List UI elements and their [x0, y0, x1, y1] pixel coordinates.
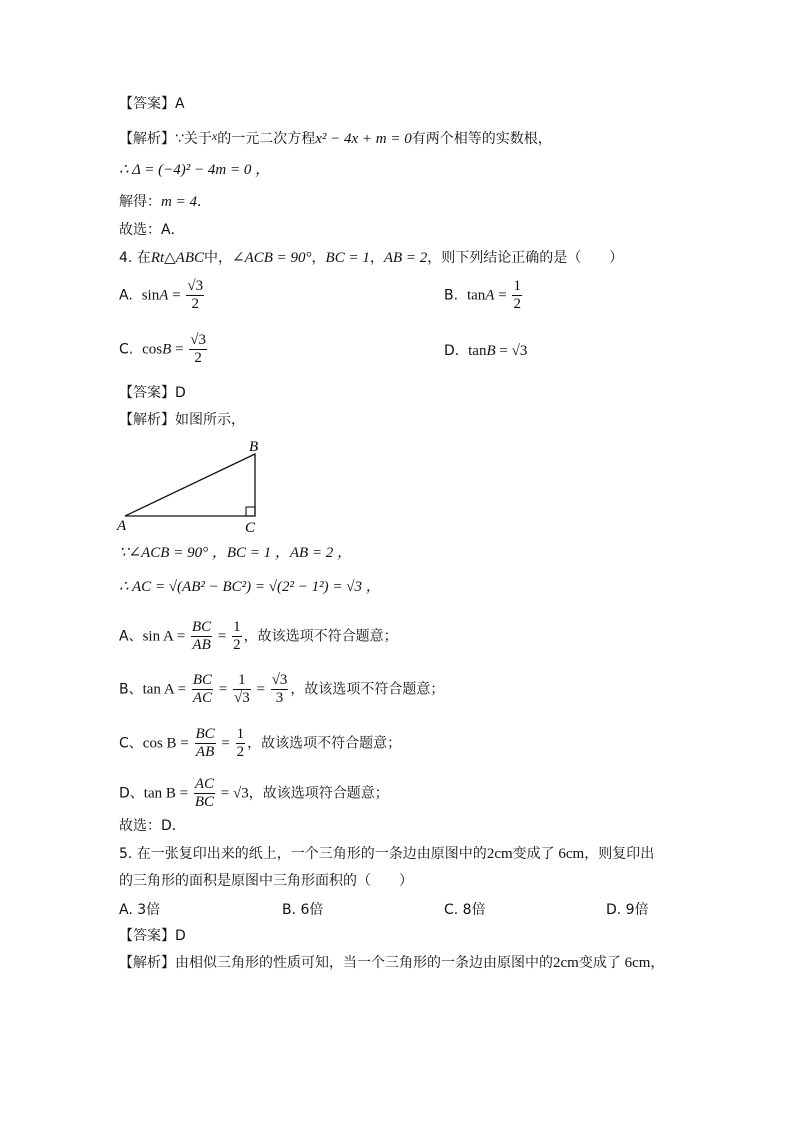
q5-option-c: C. 8倍	[444, 902, 486, 918]
q3-choose: 故选：A．	[119, 222, 185, 238]
q4-stem: 4. 在Rt△ABC中，∠ACB = 90°，BC = 1，AB = 2，则下列结论正确的是（ ）	[119, 250, 624, 266]
q3-analysis-line1: 【解析】∵关于x的一元二次方程x² − 4x + m = 0有两个相等的实数根，	[119, 129, 552, 147]
q3-answer: 【答案】A	[119, 96, 185, 112]
q5-option-b: B. 6倍	[282, 902, 324, 918]
q5-answer: 【答案】D	[119, 928, 186, 944]
q4-ac-line: ∴ AC = √(AB² − BC²) = √(2² − 1²) = √3 ，	[119, 579, 381, 595]
right-triangle-figure	[115, 436, 275, 536]
q4-step-b: B、tan A = $\frac{BC}{AC}$ = $\frac{1}{√3}$ = $\frac{√3}{3}$ ，故该选项不符合题意；	[119, 672, 445, 706]
q3-delta-line: ∴ Δ = (−4)² − 4m = 0 ，	[119, 162, 271, 178]
right-angle-marker	[246, 507, 255, 516]
q4-option-d: D. tanB = √3	[444, 343, 528, 359]
q4-analysis-intro: 【解析】如图所示，	[119, 412, 245, 428]
vertex-label-a: A	[117, 518, 127, 534]
vertex-label-b: B	[249, 439, 259, 455]
q4-option-c: C. cosB = $\frac{√3}{2}$	[119, 332, 207, 366]
q4-answer: 【答案】D	[119, 385, 186, 401]
q5-stem-line1: 5. 在一张复印出来的纸上，一个三角形的一条边由原图中的2cm变成了 6cm，则复印出	[119, 846, 655, 862]
triangle-shape	[125, 454, 255, 516]
q3-equation: x² − 4x + m = 0	[315, 131, 412, 147]
q3-solve-line: 解得：m = 4．	[119, 194, 211, 210]
q4-step-a: A、sin A = $\frac{BC}{AB}$ = $\frac{1}{2}$ ，故该选项不符合题意；	[119, 619, 398, 653]
q5-option-d: D. 9倍	[606, 902, 649, 918]
q4-option-b: B. tanA = $\frac{1}{2}$	[444, 278, 521, 312]
vertex-label-c: C	[245, 520, 256, 536]
q4-given: ∵∠ACB = 90° ，BC = 1 ，AB = 2 ，	[119, 545, 353, 561]
q5-stem-line2: 的三角形的面积是原图中三角形面积的（ ）	[119, 873, 413, 889]
q4-option-a: A. sinA = $\frac{√3}{2}$	[119, 278, 204, 312]
q5-analysis: 【解析】由相似三角形的性质可知，当一个三角形的一条边由原图中的2cm变成了 6cm，	[119, 955, 665, 971]
q5-option-a: A. 3倍	[119, 902, 161, 918]
q4-step-c: C、cos B = $\frac{BC}{AB}$ = $\frac{1}{2}$ ，故该选项不符合题意；	[119, 726, 402, 760]
q4-step-d: D、tan B = $\frac{AC}{BC}$ = √3，故该选项符合题意；	[119, 776, 389, 810]
q4-choose: 故选：D．	[119, 818, 186, 834]
